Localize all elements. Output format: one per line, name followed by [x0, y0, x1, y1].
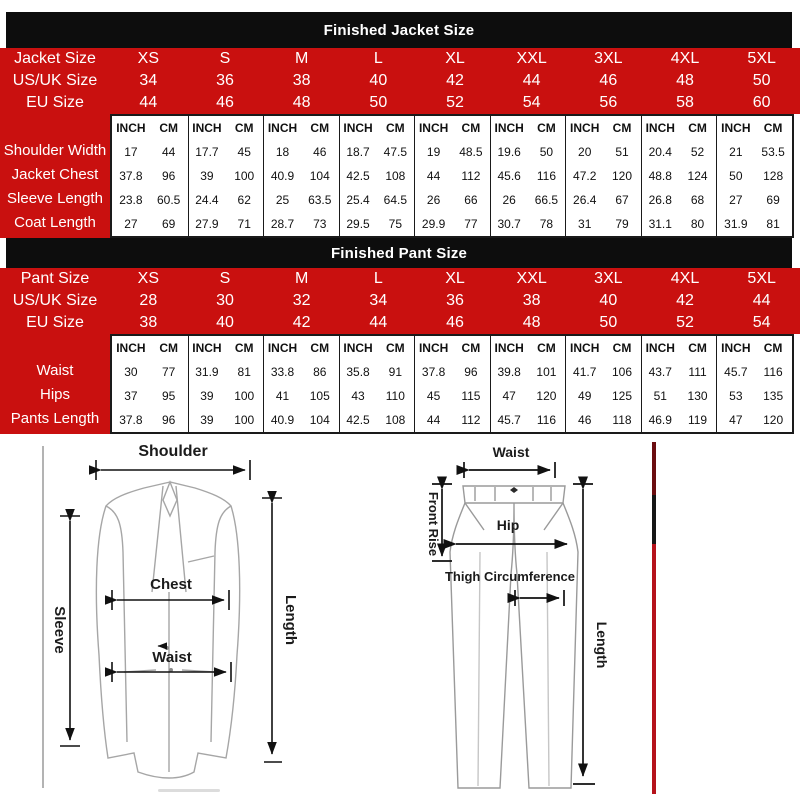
jacket-outline: [96, 482, 239, 778]
size-value: 56: [599, 94, 618, 111]
measure-row-label: Jacket Chest: [11, 165, 99, 183]
measure-value-inch: 44: [414, 408, 452, 432]
measure-row-label: Shoulder Width: [3, 141, 107, 159]
chest-arrow: [112, 590, 229, 610]
measure-value-cm: 47.5: [383, 145, 407, 159]
measure-value-inch: 45.7: [716, 360, 754, 384]
size-value: M: [294, 50, 309, 67]
size-value: XXL: [516, 50, 547, 67]
measure-value-inch: 26: [414, 188, 452, 212]
pants-length-label: Length: [594, 621, 610, 669]
unit-header: INCH: [116, 341, 146, 355]
thigh-arrow: [515, 590, 564, 606]
jacket-measure-grid: [110, 114, 794, 238]
sleeve-label: Sleeve: [51, 606, 68, 654]
measure-value-cm: 77: [464, 217, 478, 231]
unit-header: INCH: [339, 116, 377, 140]
scan-smudge: [158, 789, 220, 792]
size-value: 44: [139, 94, 158, 111]
measure-value-cm: 100: [234, 413, 255, 427]
unit-header: INCH: [116, 121, 146, 135]
measure-value-cm: 116: [536, 169, 556, 183]
size-value: 5XL: [747, 50, 776, 67]
measure-value-cm: 60.5: [156, 193, 181, 207]
measure-value-inch: 18.7: [339, 140, 377, 164]
size-value: 36: [446, 292, 464, 309]
measure-value-cm: 95: [161, 389, 176, 403]
measure-value-cm: 110: [385, 389, 405, 403]
measure-value-inch: 27.9: [188, 212, 226, 236]
measure-value-cm: 66: [464, 193, 478, 207]
unit-header: CM: [688, 341, 707, 355]
unit-header: CM: [310, 341, 330, 355]
measure-value-inch: 40.9: [263, 408, 301, 432]
size-value: XS: [137, 270, 159, 287]
size-value: 30: [216, 292, 234, 309]
measure-value-cm: 120: [611, 169, 632, 183]
measure-value-inch: 21: [716, 140, 754, 164]
measure-value-cm: 77: [161, 365, 176, 379]
measure-value-cm: 120: [763, 413, 784, 427]
size-value: 38: [522, 292, 541, 309]
size-value: 3XL: [594, 50, 623, 67]
measure-value-inch: 28.7: [263, 212, 301, 236]
size-row-label: US/UK Size: [12, 292, 98, 309]
measure-value-inch: 30.7: [490, 212, 528, 236]
thigh-label: Thigh Circumference: [444, 569, 576, 584]
size-value: 38: [292, 72, 311, 89]
measure-value-cm: 86: [313, 365, 327, 379]
pant-measure-labels: [0, 334, 110, 434]
measure-value-inch: 42.5: [339, 408, 377, 432]
front-rise-label: Front Rise: [426, 491, 441, 557]
measure-value-inch: 26: [490, 188, 528, 212]
measure-value-inch: 31.9: [188, 360, 226, 384]
measure-value-inch: 26.4: [565, 188, 603, 212]
unit-header: INCH: [188, 116, 226, 140]
size-value: 58: [676, 94, 694, 111]
measure-value-cm: 80: [690, 217, 705, 231]
unit-header: INCH: [414, 336, 452, 360]
measure-value-inch: 40.9: [263, 164, 301, 188]
measure-value-cm: 62: [237, 193, 251, 207]
measure-value-inch: 51: [641, 384, 679, 408]
size-value: XL: [445, 50, 465, 67]
size-value: L: [373, 270, 383, 287]
waist-label: Waist: [152, 649, 192, 666]
measure-value-cm: 130: [687, 389, 708, 403]
measure-value-cm: 91: [388, 365, 402, 379]
measure-value-inch: 47: [716, 408, 754, 432]
unit-header: INCH: [641, 116, 679, 140]
unit-header: CM: [763, 341, 783, 355]
measure-label-spacer: [0, 114, 110, 138]
hip-label: Hip: [496, 517, 520, 533]
unit-header: CM: [310, 121, 330, 135]
size-value: 50: [752, 72, 771, 89]
measure-value-cm: 79: [615, 217, 629, 231]
measure-row-label: Hips: [39, 385, 70, 403]
measure-value-cm: 50: [539, 145, 554, 159]
measure-value-inch: 53: [716, 384, 754, 408]
unit-header: CM: [612, 121, 632, 135]
measure-value-cm: 78: [539, 217, 554, 231]
measure-value-cm: 67: [615, 193, 629, 207]
measure-value-cm: 111: [688, 365, 707, 379]
pants-measurement-diagram: [418, 440, 658, 798]
measure-value-cm: 45: [237, 145, 251, 159]
size-value: 52: [446, 94, 464, 111]
size-value: 42: [446, 72, 464, 89]
unit-header: INCH: [490, 116, 528, 140]
size-row-label: Jacket Size: [14, 50, 96, 67]
size-value: 54: [752, 314, 771, 331]
photo-edge-stripe: [652, 442, 656, 794]
size-value: 48: [522, 314, 541, 331]
measure-value-inch: 45: [414, 384, 452, 408]
measure-value-inch: 37.8: [119, 413, 143, 427]
pant-measure-grid: [110, 334, 794, 434]
unit-header: CM: [461, 341, 481, 355]
pants-length-arrow: [573, 484, 595, 784]
size-value: 40: [369, 72, 388, 89]
size-value: 28: [139, 292, 158, 309]
unit-header: INCH: [641, 336, 679, 360]
measure-value-inch: 31: [565, 212, 603, 236]
unit-header: CM: [537, 341, 556, 355]
measure-value-inch: 17: [124, 145, 138, 159]
measure-value-cm: 106: [611, 365, 632, 379]
unit-header: CM: [385, 121, 405, 135]
measure-value-inch: 37.8: [414, 360, 452, 384]
size-value: 38: [139, 314, 158, 331]
measure-value-cm: 125: [611, 389, 632, 403]
measure-value-cm: 116: [536, 413, 556, 427]
size-value: XS: [137, 50, 159, 67]
size-value: 4XL: [670, 270, 700, 287]
measure-value-cm: 81: [766, 217, 780, 231]
measure-value-inch: 27: [124, 217, 138, 231]
size-value: 48: [676, 72, 694, 89]
unit-header: INCH: [263, 336, 301, 360]
measure-value-cm: 53.5: [761, 145, 785, 159]
measure-value-cm: 96: [161, 413, 176, 427]
measure-value-inch: 20.4: [641, 140, 679, 164]
size-value: 48: [292, 94, 311, 111]
size-value: 40: [599, 292, 618, 309]
measure-value-inch: 43.7: [641, 360, 679, 384]
unit-header: CM: [763, 121, 783, 135]
measure-value-cm: 112: [461, 169, 481, 183]
unit-header: CM: [537, 121, 556, 135]
measure-value-cm: 64.5: [383, 193, 407, 207]
unit-header: INCH: [339, 336, 377, 360]
size-row-label: EU Size: [26, 314, 84, 331]
measure-row-label: Pants Length: [10, 409, 100, 427]
measure-value-inch: 47: [490, 384, 528, 408]
unit-header: CM: [159, 341, 178, 355]
measure-value-inch: 46.9: [641, 408, 679, 432]
unit-header: INCH: [414, 116, 452, 140]
measure-value-inch: 19: [414, 140, 452, 164]
measure-value-inch: 39: [188, 384, 226, 408]
unit-header: INCH: [490, 336, 528, 360]
size-value: 50: [599, 314, 618, 331]
measure-value-cm: 108: [385, 413, 406, 427]
measure-row-label: Coat Length: [14, 213, 96, 231]
measure-value-inch: 42.5: [339, 164, 377, 188]
measure-value-inch: 50: [716, 164, 754, 188]
measure-value-cm: 68: [690, 193, 705, 207]
pants-waist-arrow: [464, 462, 555, 478]
size-row-label: EU Size: [26, 94, 84, 111]
pants-waist-label: Waist: [492, 444, 530, 460]
measure-value-inch: 19.6: [490, 140, 528, 164]
unit-header: INCH: [263, 116, 301, 140]
pant-measurement-table: [0, 334, 794, 434]
measure-value-cm: 108: [385, 169, 406, 183]
unit-header: CM: [612, 341, 632, 355]
measure-value-inch: 31.1: [641, 212, 679, 236]
measure-value-cm: 118: [612, 413, 632, 427]
measure-value-cm: 104: [309, 413, 330, 427]
unit-header: CM: [234, 121, 254, 135]
pant-table-title: Finished Pant Size: [6, 238, 792, 268]
size-value: 5XL: [747, 270, 776, 287]
measure-value-cm: 105: [309, 389, 330, 403]
measure-value-inch: 25.4: [339, 188, 377, 212]
size-value: 4XL: [670, 50, 700, 67]
shoulder-arrow: [96, 460, 250, 480]
size-value: L: [373, 50, 383, 67]
measure-value-cm: 69: [766, 193, 780, 207]
size-value: S: [219, 270, 231, 287]
measure-value-inch: 26.8: [641, 188, 679, 212]
measure-value-inch: 45.7: [490, 408, 528, 432]
size-value: 32: [292, 292, 311, 309]
size-value: 42: [292, 314, 311, 331]
measure-value-cm: 48.5: [459, 145, 483, 159]
size-row-label: Pant Size: [20, 270, 90, 287]
size-value: 44: [752, 292, 771, 309]
measure-value-inch: 25: [263, 188, 301, 212]
measure-value-inch: 27: [716, 188, 754, 212]
length-label: Length: [282, 595, 299, 645]
size-value: 46: [216, 94, 234, 111]
measure-value-inch: 18: [263, 140, 301, 164]
measure-value-cm: 75: [388, 217, 402, 231]
size-value: 46: [446, 314, 464, 331]
measure-value-cm: 66.5: [534, 193, 559, 207]
unit-header: INCH: [565, 336, 603, 360]
measure-value-cm: 96: [161, 169, 176, 183]
unit-header: CM: [385, 341, 405, 355]
jacket-measurement-table: [0, 114, 794, 238]
unit-header: CM: [159, 121, 178, 135]
measure-value-inch: 37: [124, 389, 138, 403]
size-value: M: [294, 270, 309, 287]
jacket-measurement-diagram: [28, 440, 320, 798]
measure-value-cm: 52: [690, 145, 705, 159]
measure-value-inch: 41: [263, 384, 301, 408]
measure-value-cm: 112: [461, 413, 481, 427]
measure-value-inch: 39: [188, 408, 226, 432]
measure-value-inch: 43: [339, 384, 377, 408]
measure-value-inch: 39: [188, 164, 226, 188]
measure-value-cm: 46: [313, 145, 327, 159]
size-value: 46: [599, 72, 618, 89]
measure-value-inch: 45.6: [490, 164, 528, 188]
unit-header: CM: [234, 341, 254, 355]
unit-header: INCH: [716, 116, 754, 140]
pant-size-table: [0, 268, 800, 334]
measure-value-inch: 37.8: [119, 169, 143, 183]
size-value: 3XL: [594, 270, 623, 287]
measure-value-inch: 47.2: [565, 164, 603, 188]
size-value: 50: [369, 94, 388, 111]
measure-value-cm: 101: [536, 365, 557, 379]
measure-value-inch: 44: [414, 164, 452, 188]
jacket-size-table: [0, 48, 800, 114]
size-row-label: US/UK Size: [12, 72, 98, 89]
measure-value-inch: 41.7: [565, 360, 603, 384]
size-value: 44: [522, 72, 541, 89]
measure-value-cm: 71: [237, 217, 251, 231]
shoulder-label: Shoulder: [138, 443, 208, 460]
measure-value-cm: 115: [461, 389, 481, 403]
measure-label-spacer: [0, 334, 110, 358]
jacket-table-title: Finished Jacket Size: [6, 12, 792, 48]
measure-row-label: Sleeve Length: [7, 189, 103, 207]
measure-value-inch: 35.8: [339, 360, 377, 384]
size-value: 36: [216, 72, 234, 89]
measure-value-inch: 23.8: [119, 193, 143, 207]
size-value: 44: [369, 314, 388, 331]
measure-value-cm: 44: [161, 145, 176, 159]
length-arrow: [262, 498, 282, 762]
measure-value-inch: 31.9: [716, 212, 754, 236]
measure-value-inch: 30: [124, 365, 138, 379]
size-value: 42: [676, 292, 694, 309]
size-value: 54: [522, 94, 541, 111]
unit-header: INCH: [716, 336, 754, 360]
measure-value-cm: 124: [687, 169, 708, 183]
measure-value-cm: 135: [763, 389, 784, 403]
size-value: 52: [676, 314, 694, 331]
measure-value-cm: 128: [763, 169, 784, 183]
measure-value-cm: 100: [234, 169, 255, 183]
measure-value-cm: 104: [309, 169, 330, 183]
measure-value-cm: 120: [536, 389, 557, 403]
measure-value-inch: 33.8: [263, 360, 301, 384]
size-value: XL: [445, 270, 465, 287]
measure-value-cm: 63.5: [308, 193, 332, 207]
size-value: 40: [216, 314, 234, 331]
size-value: 34: [369, 292, 388, 309]
measure-value-inch: 48.8: [641, 164, 679, 188]
measure-value-cm: 51: [615, 145, 629, 159]
unit-header: CM: [688, 121, 707, 135]
measure-value-inch: 29.5: [339, 212, 377, 236]
chest-label: Chest: [150, 576, 192, 593]
size-value: 34: [139, 72, 158, 89]
measure-value-cm: 81: [237, 365, 251, 379]
measure-value-inch: 20: [565, 140, 603, 164]
measure-value-inch: 24.4: [188, 188, 226, 212]
measure-value-inch: 39.8: [490, 360, 528, 384]
measure-value-inch: 49: [565, 384, 603, 408]
measure-value-inch: 46: [565, 408, 603, 432]
measure-value-cm: 73: [313, 217, 327, 231]
unit-header: INCH: [188, 336, 226, 360]
unit-header: CM: [461, 121, 481, 135]
unit-header: INCH: [565, 116, 603, 140]
size-value: XXL: [516, 270, 547, 287]
size-value: 60: [752, 94, 771, 111]
measure-value-cm: 119: [687, 413, 708, 427]
measure-value-inch: 29.9: [414, 212, 452, 236]
size-value: S: [219, 50, 231, 67]
measure-value-inch: 17.7: [188, 140, 226, 164]
measure-row-label: Waist: [36, 361, 74, 379]
measure-value-cm: 116: [763, 365, 783, 379]
measure-value-cm: 100: [234, 389, 255, 403]
jacket-measure-labels: [0, 114, 110, 238]
measure-value-cm: 69: [161, 217, 176, 231]
measure-value-cm: 96: [464, 365, 478, 379]
